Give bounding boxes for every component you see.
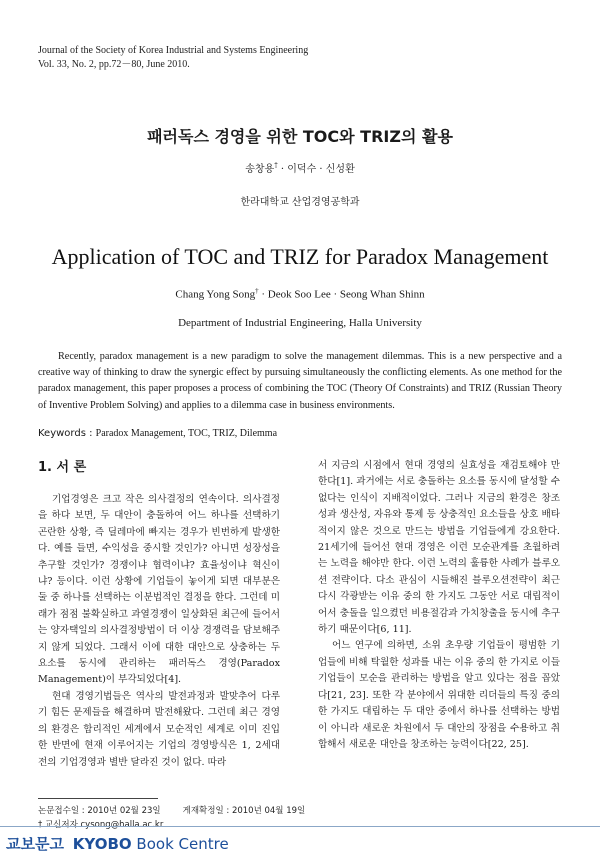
received-date: 논문접수일 : 2010년 02월 23일 xyxy=(38,806,161,816)
paragraph: 서 지금의 시점에서 현대 경영의 실효성을 재검토해야 만 한다[1]. 과거에는 서로 충돌하는 요소를 동시에 달성할 수 없다는 인식이 지배적이었다. 그러나 지금의 환경은 창조성과 생산성, 자유와 통제 등 상충적인 요소들을 상호 배타적이지 않은 것으로 만드는 방법을 기업들에게 강요한다. 21세기에 들어선 현대 경영은 이런 모순관계를 초월하려는 노력을 해야만 한다. 이런 노력의 훌륭한 사례가 블루오션 전략이다. 다소 관심이 시들해진 블루오션전략이 최근 다시 각광받는 이유 중의 한 가지도 그동안 서로 대립적이어서 충돌을 일으켰던 비용절감과 가치창출을 동시에 추구하기 때문이다[6, 11]. xyxy=(318,460,560,636)
korean-coauthors: · 이덕수 · 신성환 xyxy=(277,164,355,175)
dagger-mark: † xyxy=(274,161,278,170)
footnote-dates xyxy=(38,804,327,818)
keywords-label: Keywords : xyxy=(38,428,96,439)
footnote-divider xyxy=(38,798,158,799)
english-title: Application of TOC and TRIZ for Paradox Management xyxy=(51,244,549,269)
journal-volume: Vol. 33, No. 2, pp.72－80, June 2010. xyxy=(38,59,190,70)
journal-header xyxy=(38,44,308,72)
kyobo-logo xyxy=(6,833,229,854)
abstract: Recently, paradox management is a new paradigm to solve the management dilemmas. This is a new perspective and a creative way of thinking to draw the synergic effect by pursuing simultaneously the conflicting elements. As one method for the paradox management, this paper proposes a process of combining the TOC (Theory Of Constraints) and TRIZ (Russian Theory of Inventive Problem Solving) and applies to a dilemma case in business environments. xyxy=(38,351,562,411)
brand-suffix: Book Centre xyxy=(136,835,229,853)
left-column xyxy=(38,460,280,771)
brand-korean: 교보문고 xyxy=(6,835,64,853)
paragraph: 기업경영은 크고 작은 의사결정의 연속이다. 의사결정을 하다 보면, 두 대안이 충돌하여 어느 하나를 선택하기 곤란한 상황, 즉 딜레마에 빠지는 경우가 빈번하게 발생한다. 예를 들면, 수익성을 중시할 것인가? 아니면 성장성을 추구할 것인가? 경쟁이냐 협력이냐? 효율성이냐 혁신이냐? 등이다. 이런 상황에 기업들이 놓이게 되면 대부분은 둘 중 하나를 선택하는 이분법적인 결정을 한다. 그런데 미래가 점점 불확실하고 과열경쟁이 일상화된 최근에 들어서는 양자택일의 의사결정방법이 더 이상 경쟁력을 담보해주지 않게 되었다. 그래서 이에 대한 대안으로 상충하는 두 요소를 동시에 관리하는 패러독스 경영(Paradox Management)이 부각되었다[4]. xyxy=(38,494,280,686)
corresponding-author-email: 교신저자 cysong@halla.ac.kr xyxy=(42,820,164,830)
korean-corresponding-author: 송창용 xyxy=(245,164,275,175)
footer-divider xyxy=(0,826,600,827)
section-heading: 1. 서 론 xyxy=(38,460,87,475)
footnotes xyxy=(38,804,327,832)
dagger-mark: † xyxy=(38,820,43,830)
english-corresponding-author: Chang Yong Song xyxy=(175,288,256,301)
korean-affiliation: 한라대학교 산업경영공학과 xyxy=(240,197,360,208)
english-affiliation: Department of Industrial Engineering, Halla University xyxy=(178,317,422,329)
paragraph: 현대 경영기법들은 역사의 발전과정과 발맞추어 다루기 힘든 문제들을 해결하며 발전해왔다. 그런데 최근 경영의 환경은 합리적인 세계에서 모순적인 세계로 이미 진입한 반면에 현재 이루어지는 기업의 경영방식은 1, 2세대 전의 기업경영과 별반 달라진 것이 없다. 따라 xyxy=(38,690,280,768)
footnote-corresponding xyxy=(38,818,327,832)
korean-authors xyxy=(0,160,600,175)
english-coauthors: · Deok Soo Lee · Seong Whan Shinn xyxy=(258,288,425,301)
keywords xyxy=(38,428,277,439)
korean-title: 패러독스 경영을 위한 TOC와 TRIZ의 활용 xyxy=(147,127,453,146)
accepted-date: 게재확정일 : 2010년 04월 19일 xyxy=(182,806,306,816)
english-authors xyxy=(0,287,600,301)
paragraph: 어느 연구에 의하면, 소위 초우량 기업들이 평범한 기업들에 비해 탁월한 성과를 내는 이유 중의 한 가지로 이들 기업들이 모순을 관리하는 방법을 알고 있다는 점을 꼽았다[21, 23]. 또한 각 분야에서 위대한 리더들의 특징 중의 한 가지도 대립하는 두 대안 중에서 하나를 선택하는 방법이 아니라 새로운 차원에서 두 대안의 장점을 수용하고 취합해서 새로운 대안을 창조하는 능력이다[22, 25]. xyxy=(318,640,560,750)
dagger-mark: † xyxy=(255,287,259,295)
right-column xyxy=(318,458,560,753)
keywords-values: Paradox Management, TOC, TRIZ, Dilemma xyxy=(95,428,278,439)
brand-english: KYOBO xyxy=(72,835,132,853)
journal-name: Journal of the Society of Korea Industrial and Systems Engineering xyxy=(38,45,309,56)
